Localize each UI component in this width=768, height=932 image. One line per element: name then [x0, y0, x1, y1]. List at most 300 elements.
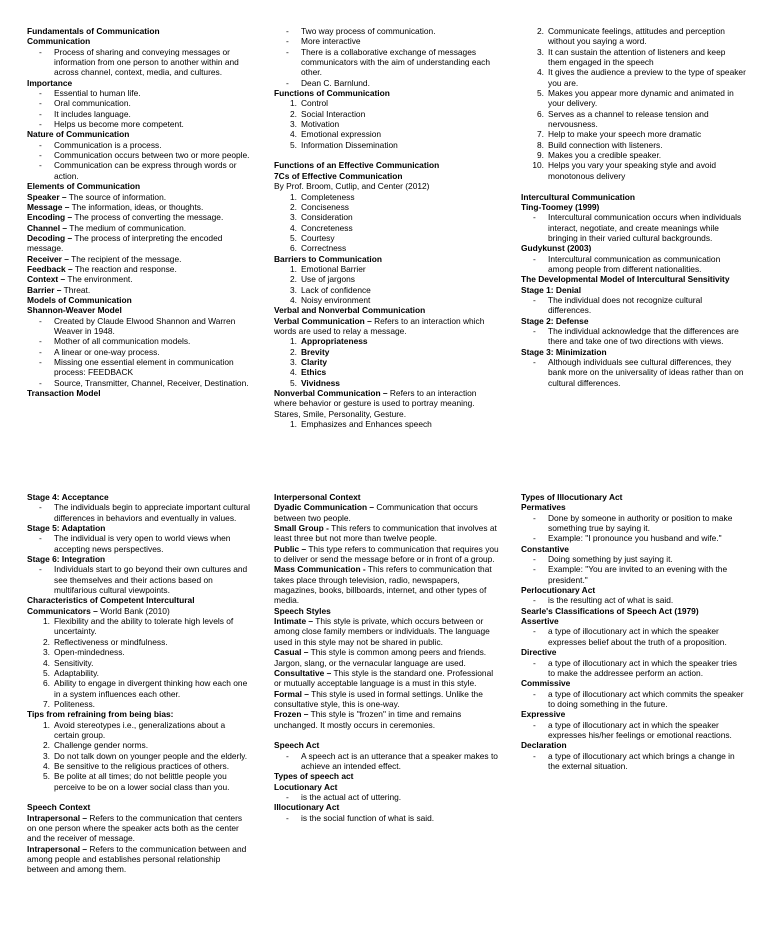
- item-text: Noisy environment: [301, 294, 371, 305]
- term-definition: [274, 544, 499, 565]
- bullet-item: [521, 720, 746, 741]
- numbered-item: [521, 26, 746, 47]
- numbered-item: [274, 140, 499, 150]
- bullet-dash: -: [39, 377, 42, 388]
- bullet-text: Process of sharing and conveying messages or information from one person to another within and across channel, context, media, and cultures.: [54, 46, 239, 78]
- bullet-dash: -: [286, 46, 289, 57]
- section-heading: Stage 3: Minimization: [521, 346, 607, 357]
- bullet-text: Communication is a process.: [54, 139, 162, 150]
- bullet-dash: -: [39, 357, 42, 367]
- item-number: 10.: [532, 160, 544, 171]
- item-number: 1.: [43, 719, 50, 730]
- item-text: Be polite at all times; do not belittle people you perceive to be on a lower social class than you.: [54, 771, 230, 792]
- item-text: Adaptability.: [54, 667, 100, 678]
- item-number: 4.: [290, 129, 297, 140]
- bullet-item: [521, 626, 746, 647]
- term-definition: [27, 233, 252, 254]
- item-text: Motivation: [301, 119, 340, 130]
- bullet-text: More interactive: [301, 36, 361, 47]
- item-text: Control: [301, 98, 328, 109]
- item-number: 2.: [43, 740, 50, 751]
- bullet-item: [521, 533, 746, 543]
- bullet-text: is the actual act of uttering.: [301, 791, 402, 802]
- bullet-dash: -: [533, 325, 536, 336]
- bullet-text: Mother of all communication models.: [54, 336, 191, 347]
- section-heading: The Developmental Model of Intercultural Sensitivity: [521, 274, 730, 285]
- item-number: 4.: [43, 760, 50, 771]
- item-number: 2.: [537, 26, 544, 36]
- term-text: The source of information.: [68, 191, 167, 202]
- term-definition: [27, 254, 252, 264]
- bullet-dash: -: [533, 750, 536, 761]
- item-number: 5.: [290, 139, 297, 150]
- bullet-text: Dean C. Barnlund.: [301, 77, 370, 88]
- section-heading: Speech Context: [27, 802, 91, 813]
- term-label: Consultative –: [274, 667, 332, 678]
- bullet-dash: -: [39, 98, 42, 109]
- item-number: 1.: [290, 419, 297, 430]
- term-definition: [274, 647, 499, 668]
- bullet-item: [27, 119, 252, 129]
- item-number: 1.: [290, 191, 297, 202]
- bullet-dash: -: [533, 688, 536, 699]
- term-label: Nonverbal Communication –: [274, 388, 388, 399]
- numbered-item: [27, 761, 252, 771]
- bullet-dash: -: [39, 139, 42, 150]
- numbered-item: [521, 140, 746, 150]
- term-text: Refers to the communication that centers on one person where the speaker acts both as the center and the receiver of message.: [27, 812, 243, 844]
- bullet-dash: -: [39, 119, 42, 130]
- section-heading: Interpersonal Context: [274, 492, 361, 502]
- bullet-item: [27, 88, 252, 98]
- bullet-item: [521, 513, 746, 534]
- bullet-item: [521, 554, 746, 564]
- section-heading: Nature of Communication: [27, 129, 130, 140]
- term-definition: [274, 523, 499, 544]
- item-number: 3.: [537, 46, 544, 57]
- item-number: 2.: [290, 346, 297, 357]
- column-bottom-middle: [274, 492, 499, 823]
- bullet-text: a type of illocutionary act which brings a change in the external situation.: [548, 750, 735, 771]
- term-definition: [27, 264, 252, 274]
- bullet-dash: -: [533, 626, 536, 637]
- section-heading: 7Cs of Effective Communication: [274, 170, 403, 181]
- item-text: Appropriateness: [301, 336, 368, 347]
- term-label: Formal –: [274, 688, 309, 699]
- numbered-item: [274, 367, 499, 377]
- numbered-item: [274, 347, 499, 357]
- term-text: This style is "frozen" in time and remains unchanged. It mostly occurs in ceremonies.: [274, 709, 462, 730]
- bullet-text: Essential to human life.: [54, 88, 141, 99]
- numbered-item: [27, 637, 252, 647]
- term-label: Barrier –: [27, 284, 62, 295]
- section-heading: Searle's Classifications of Speech Act (1979): [521, 605, 699, 616]
- numbered-item: [27, 658, 252, 668]
- numbered-item: [274, 378, 499, 388]
- section-heading: Stage 2: Defense: [521, 315, 589, 326]
- term-definition: [274, 689, 499, 710]
- bullet-item: [27, 336, 252, 346]
- bullet-dash: -: [533, 719, 536, 730]
- item-text: Clarity: [301, 357, 328, 367]
- item-text: Avoid stereotypes i.e., generalizations about a certain group.: [54, 719, 226, 740]
- bullet-text: Individuals start to go beyond their own cultures and see themselves and their actions based on multifarious cultural viewpoints.: [54, 564, 248, 596]
- term-definition: [274, 502, 499, 523]
- numbered-item: [27, 616, 252, 637]
- section-heading: Importance: [27, 77, 73, 88]
- bullet-item: [521, 751, 746, 772]
- item-text: Completeness: [301, 191, 355, 202]
- term-definition: [27, 606, 252, 616]
- item-number: 4.: [290, 367, 297, 378]
- item-text: Communicate feelings, attitudes and perception without you saying a word.: [548, 26, 725, 47]
- section-heading: Elements of Communication: [27, 181, 141, 192]
- item-text: Challenge gender norms.: [54, 740, 149, 751]
- numbered-item: [27, 751, 252, 761]
- column-top-middle: [274, 26, 499, 429]
- bullet-item: [521, 595, 746, 605]
- term-label: Casual –: [274, 647, 309, 658]
- item-text: Emotional expression: [301, 129, 382, 140]
- term-definition: [27, 223, 252, 233]
- section-heading: Stage 1: Denial: [521, 284, 582, 295]
- term-definition: [274, 388, 499, 419]
- section-heading: Types of Illocutionary Act: [521, 492, 623, 502]
- item-text: Ability to engage in divergent thinking how each one in a system influences each other.: [54, 678, 248, 699]
- term-text: The medium of communication.: [69, 222, 187, 233]
- item-number: 3.: [43, 750, 50, 761]
- bullet-item: [27, 347, 252, 357]
- bullet-text: The individual acknowledge that the differences are there and take one of two directions with views.: [548, 325, 739, 347]
- section-heading: Permatives: [521, 502, 566, 513]
- numbered-item: [274, 419, 499, 429]
- item-text: Serves as a channel to release tension and nervousness.: [548, 108, 709, 130]
- term-text: The process of interpreting the encoded message.: [27, 232, 223, 254]
- bullet-dash: -: [286, 750, 289, 761]
- bullet-text: Missing one essential element in communication process: FEEDBACK: [54, 357, 234, 378]
- term-label: Message –: [27, 201, 70, 212]
- numbered-item: [274, 233, 499, 243]
- item-text: Information Dissemination: [301, 139, 398, 150]
- numbered-item: [274, 295, 499, 305]
- bullet-item: [27, 357, 252, 378]
- item-number: 3.: [43, 647, 50, 658]
- term-label: Decoding –: [27, 232, 73, 243]
- bullet-item: [27, 533, 252, 554]
- term-label: Frozen –: [274, 709, 309, 720]
- item-text: Help to make your speech more dramatic: [548, 129, 702, 140]
- item-text: Social Interaction: [301, 108, 366, 119]
- section-heading: Shannon-Weaver Model: [27, 305, 122, 316]
- item-text: Brevity: [301, 346, 330, 357]
- item-text: Vividness: [301, 377, 340, 388]
- term-text: Refers to the communication between and among people and establishes personal relationship between and among them.: [27, 843, 247, 875]
- item-text: Reflectiveness or mindfulness.: [54, 636, 168, 647]
- term-label: Context –: [27, 274, 66, 285]
- term-text: Communication that occurs between two people.: [274, 502, 478, 523]
- section-heading: Stage 4: Acceptance: [27, 492, 109, 502]
- numbered-item: [27, 720, 252, 741]
- item-number: 5.: [43, 771, 50, 782]
- term-text: This type refers to communication that requires you to deliver or send the message before or in front of a group.: [274, 543, 499, 565]
- numbered-item: [274, 98, 499, 108]
- section-heading: Functions of Communication: [274, 88, 390, 99]
- section-heading: Communication: [27, 36, 91, 47]
- item-number: 9.: [537, 150, 544, 161]
- item-text: Politeness.: [54, 698, 95, 709]
- item-text: Emphasizes and Enhances speech: [301, 419, 432, 430]
- bullet-text: The individual does not recognize cultural differences.: [548, 294, 703, 316]
- term-label: Verbal Communication –: [274, 315, 372, 326]
- bullet-text: Communication can be express through words or action.: [54, 160, 237, 181]
- bullet-dash: -: [533, 554, 536, 565]
- numbered-item: [274, 264, 499, 274]
- bullet-text: Example: "You are invited to an evening with the president.": [548, 564, 728, 585]
- numbered-item: [274, 223, 499, 233]
- bullet-text: Helps us become more competent.: [54, 119, 184, 130]
- item-number: 6.: [290, 243, 297, 254]
- section-heading: Stage 6: Integration: [27, 554, 106, 565]
- bullet-dash: -: [533, 357, 536, 367]
- section-heading: Models of Communication: [27, 294, 132, 305]
- bullet-dash: -: [286, 36, 289, 47]
- bullet-text: Communication occurs between two or more people.: [54, 150, 250, 161]
- item-number: 2.: [43, 636, 50, 647]
- section-heading: Assertive: [521, 616, 559, 627]
- item-text: Build connection with listeners.: [548, 139, 663, 150]
- numbered-item: [274, 336, 499, 346]
- item-number: 2.: [290, 108, 297, 119]
- text-line: By Prof. Broom, Cutlip, and Center (2012): [274, 181, 430, 192]
- term-text: This refers to communication that takes place through television, radio, newspapers, magazines, books, billboards, internet, and other types of media.: [274, 564, 492, 606]
- numbered-item: [521, 109, 746, 130]
- term-label: Intimate –: [274, 616, 314, 627]
- term-label: Public –: [274, 543, 307, 554]
- item-text: It gives the audience a preview to the type of speaker you are.: [548, 67, 746, 88]
- column-bottom-left: [27, 492, 252, 875]
- term-definition: [274, 316, 499, 337]
- section-heading: Speech Act: [274, 740, 320, 751]
- section-heading: Commissive: [521, 678, 571, 689]
- term-label: Intrapersonal –: [27, 812, 88, 823]
- item-number: 2.: [290, 274, 297, 285]
- bullet-text: Source, Transmitter, Channel, Receiver, Destination.: [54, 377, 249, 388]
- term-definition: [27, 202, 252, 212]
- term-text: The information, ideas, or thoughts.: [71, 201, 204, 212]
- term-text: World Bank (2010): [100, 605, 170, 616]
- section-heading: Expressive: [521, 709, 566, 720]
- bullet-text: a type of illocutionary act which commits the speaker to doing something in the future.: [548, 688, 744, 709]
- item-number: 1.: [290, 263, 297, 274]
- column-top-right: [521, 26, 746, 388]
- numbered-item: [274, 192, 499, 202]
- bullet-dash: -: [39, 88, 42, 99]
- bullet-dash: -: [533, 512, 536, 523]
- item-text: Concreteness: [301, 222, 353, 233]
- bullet-dash: -: [533, 564, 536, 575]
- bullet-item: [521, 295, 746, 316]
- item-number: 4.: [290, 222, 297, 233]
- column-top-left: [27, 26, 252, 398]
- item-text: Open-mindedness.: [54, 647, 125, 658]
- bullet-item: [274, 792, 499, 802]
- item-number: 5.: [537, 88, 544, 99]
- bullet-dash: -: [286, 812, 289, 823]
- bullet-item: [27, 47, 252, 78]
- section-heading: Ting-Toomey (1999): [521, 201, 600, 212]
- section-heading: Gudykunst (2003): [521, 243, 592, 254]
- term-definition: [27, 844, 252, 875]
- term-label: Communicators –: [27, 605, 98, 616]
- term-text: This refers to communication that involves at least three but not more than twelve people.: [274, 523, 497, 544]
- numbered-item: [27, 740, 252, 750]
- item-text: Lack of confidence: [301, 284, 371, 295]
- bullet-item: [27, 378, 252, 388]
- term-text: This style is the standard one. Professional or mutually acceptable language is a must in this style.: [274, 667, 494, 689]
- numbered-item: [274, 212, 499, 222]
- bullet-item: [27, 109, 252, 119]
- term-label: Channel –: [27, 222, 68, 233]
- item-number: 3.: [290, 212, 297, 223]
- item-number: 1.: [43, 616, 50, 627]
- bullet-item: [521, 357, 746, 388]
- term-text: The recipient of the message.: [71, 253, 182, 264]
- numbered-item: [27, 771, 252, 792]
- section-heading: Tips from refraining from being bias:: [27, 709, 174, 720]
- bullet-dash: -: [533, 294, 536, 305]
- item-number: 7.: [43, 698, 50, 709]
- term-text: Threat.: [63, 284, 91, 295]
- numbered-item: [274, 285, 499, 295]
- bullet-item: [521, 212, 746, 243]
- bullet-dash: -: [286, 791, 289, 802]
- bullet-text: Done by someone in authority or position to make something true by saying it.: [548, 512, 733, 534]
- bullet-item: [274, 78, 499, 88]
- term-label: Dyadic Communication –: [274, 502, 375, 513]
- bullet-text: Intercultural communication occurs when individuals interact, negotiate, and create meanings while bringing in their varied cultural backgrounds.: [548, 212, 742, 243]
- bullet-dash: -: [39, 108, 42, 119]
- bullet-item: [521, 564, 746, 585]
- bullet-item: [274, 26, 499, 36]
- term-definition: [27, 192, 252, 202]
- bullet-text: Intercultural communication as communication among people from different nationalities.: [548, 253, 721, 274]
- bullet-text: There is a collaborative exchange of messages communicators with the aim of understanding each other.: [301, 46, 491, 78]
- item-number: 2.: [290, 201, 297, 212]
- term-text: The environment.: [67, 274, 133, 285]
- bullet-dash: -: [39, 160, 42, 171]
- bullet-dash: -: [533, 595, 536, 606]
- section-heading: Barriers to Communication: [274, 253, 382, 264]
- bullet-item: [27, 150, 252, 160]
- section-heading: Characteristics of Competent Intercultural: [27, 595, 195, 606]
- bullet-text: A linear or one-way process.: [54, 346, 160, 357]
- item-text: Conciseness: [301, 201, 349, 212]
- numbered-item: [521, 47, 746, 68]
- item-text: Ethics: [301, 367, 327, 378]
- item-text: Makes you a credible speaker.: [548, 150, 662, 161]
- term-text: Refers to an interaction which words are used to relay a message.: [274, 315, 485, 336]
- bullet-dash: -: [39, 46, 42, 57]
- numbered-item: [521, 160, 746, 181]
- item-text: Do not talk down on younger people and the elderly.: [54, 750, 248, 761]
- column-bottom-right: [521, 492, 746, 771]
- bullet-dash: -: [533, 212, 536, 223]
- item-number: 1.: [290, 98, 297, 109]
- section-heading: Declaration: [521, 740, 567, 751]
- section-heading: Constantive: [521, 543, 569, 554]
- bullet-text: A speech act is an utterance that a speaker makes to achieve an intended effect.: [301, 750, 498, 771]
- numbered-item: [27, 668, 252, 678]
- bullet-text: a type of illocutionary act in which the speaker expresses his/her feelings or emotional reactions.: [548, 719, 732, 740]
- bullet-dash: -: [39, 336, 42, 347]
- bullet-text: Oral communication.: [54, 98, 131, 109]
- item-number: 3.: [290, 284, 297, 295]
- term-label: Speaker –: [27, 191, 67, 202]
- term-definition: [274, 709, 499, 730]
- bullet-dash: -: [533, 253, 536, 264]
- item-text: Be sensitive to the religious practices of others.: [54, 760, 230, 771]
- numbered-item: [274, 274, 499, 284]
- item-text: Correctness: [301, 243, 347, 254]
- numbered-item: [521, 129, 746, 139]
- bullet-item: [27, 316, 252, 337]
- term-definition: [274, 564, 499, 605]
- numbered-item: [521, 88, 746, 109]
- section-heading: Perlocutionary Act: [521, 585, 596, 596]
- section-heading: Directive: [521, 647, 557, 658]
- term-text: This style is private, which occurs between or among close family members or individuals. The language used in this style may not be shared in public.: [274, 616, 490, 647]
- bullet-item: [521, 658, 746, 679]
- numbered-item: [274, 243, 499, 253]
- item-number: 5.: [43, 667, 50, 678]
- numbered-item: [274, 119, 499, 129]
- term-text: This style is used in formal settings. Unlike the consultative style, this is one-way.: [274, 688, 483, 709]
- item-text: Sensitivity.: [54, 657, 94, 668]
- item-number: 7.: [537, 129, 544, 140]
- term-definition: [27, 212, 252, 222]
- numbered-item: [274, 202, 499, 212]
- bullet-dash: -: [39, 502, 42, 513]
- item-text: Use of jargons: [301, 274, 355, 285]
- bullet-item: [27, 160, 252, 181]
- section-heading: Transaction Model: [27, 388, 101, 399]
- bullet-item: [274, 751, 499, 772]
- bullet-text: a type of illocutionary act in which the speaker tries to make the addressee perform an action.: [548, 657, 737, 678]
- term-text: The process of converting the message.: [74, 212, 224, 223]
- item-number: 5.: [290, 232, 297, 243]
- bullet-text: Two way process of communication.: [301, 26, 436, 36]
- bullet-text: Created by Claude Elwood Shannon and Warren Weaver in 1948.: [54, 315, 236, 336]
- section-heading: Illocutionary Act: [274, 802, 340, 813]
- numbered-item: [27, 699, 252, 709]
- item-number: 3.: [290, 119, 297, 130]
- bullet-item: [521, 689, 746, 710]
- section-heading: Intercultural Communication: [521, 191, 636, 202]
- bullet-dash: -: [39, 564, 42, 575]
- bullet-text: The individuals begin to appreciate important cultural differences in behaviors and eventually in values.: [54, 502, 250, 523]
- bullet-dash: -: [39, 150, 42, 161]
- numbered-item: [274, 129, 499, 139]
- bullet-item: [521, 254, 746, 275]
- item-number: 6.: [43, 678, 50, 689]
- numbered-item: [27, 678, 252, 699]
- section-heading: Locutionary Act: [274, 781, 338, 792]
- item-number: 3.: [290, 357, 297, 367]
- bullet-dash: -: [39, 533, 42, 544]
- bullet-item: [27, 564, 252, 595]
- bullet-dash: -: [286, 77, 289, 88]
- term-text: This style is common among peers and friends. Jargon, slang, or the vernacular language are used.: [274, 647, 487, 668]
